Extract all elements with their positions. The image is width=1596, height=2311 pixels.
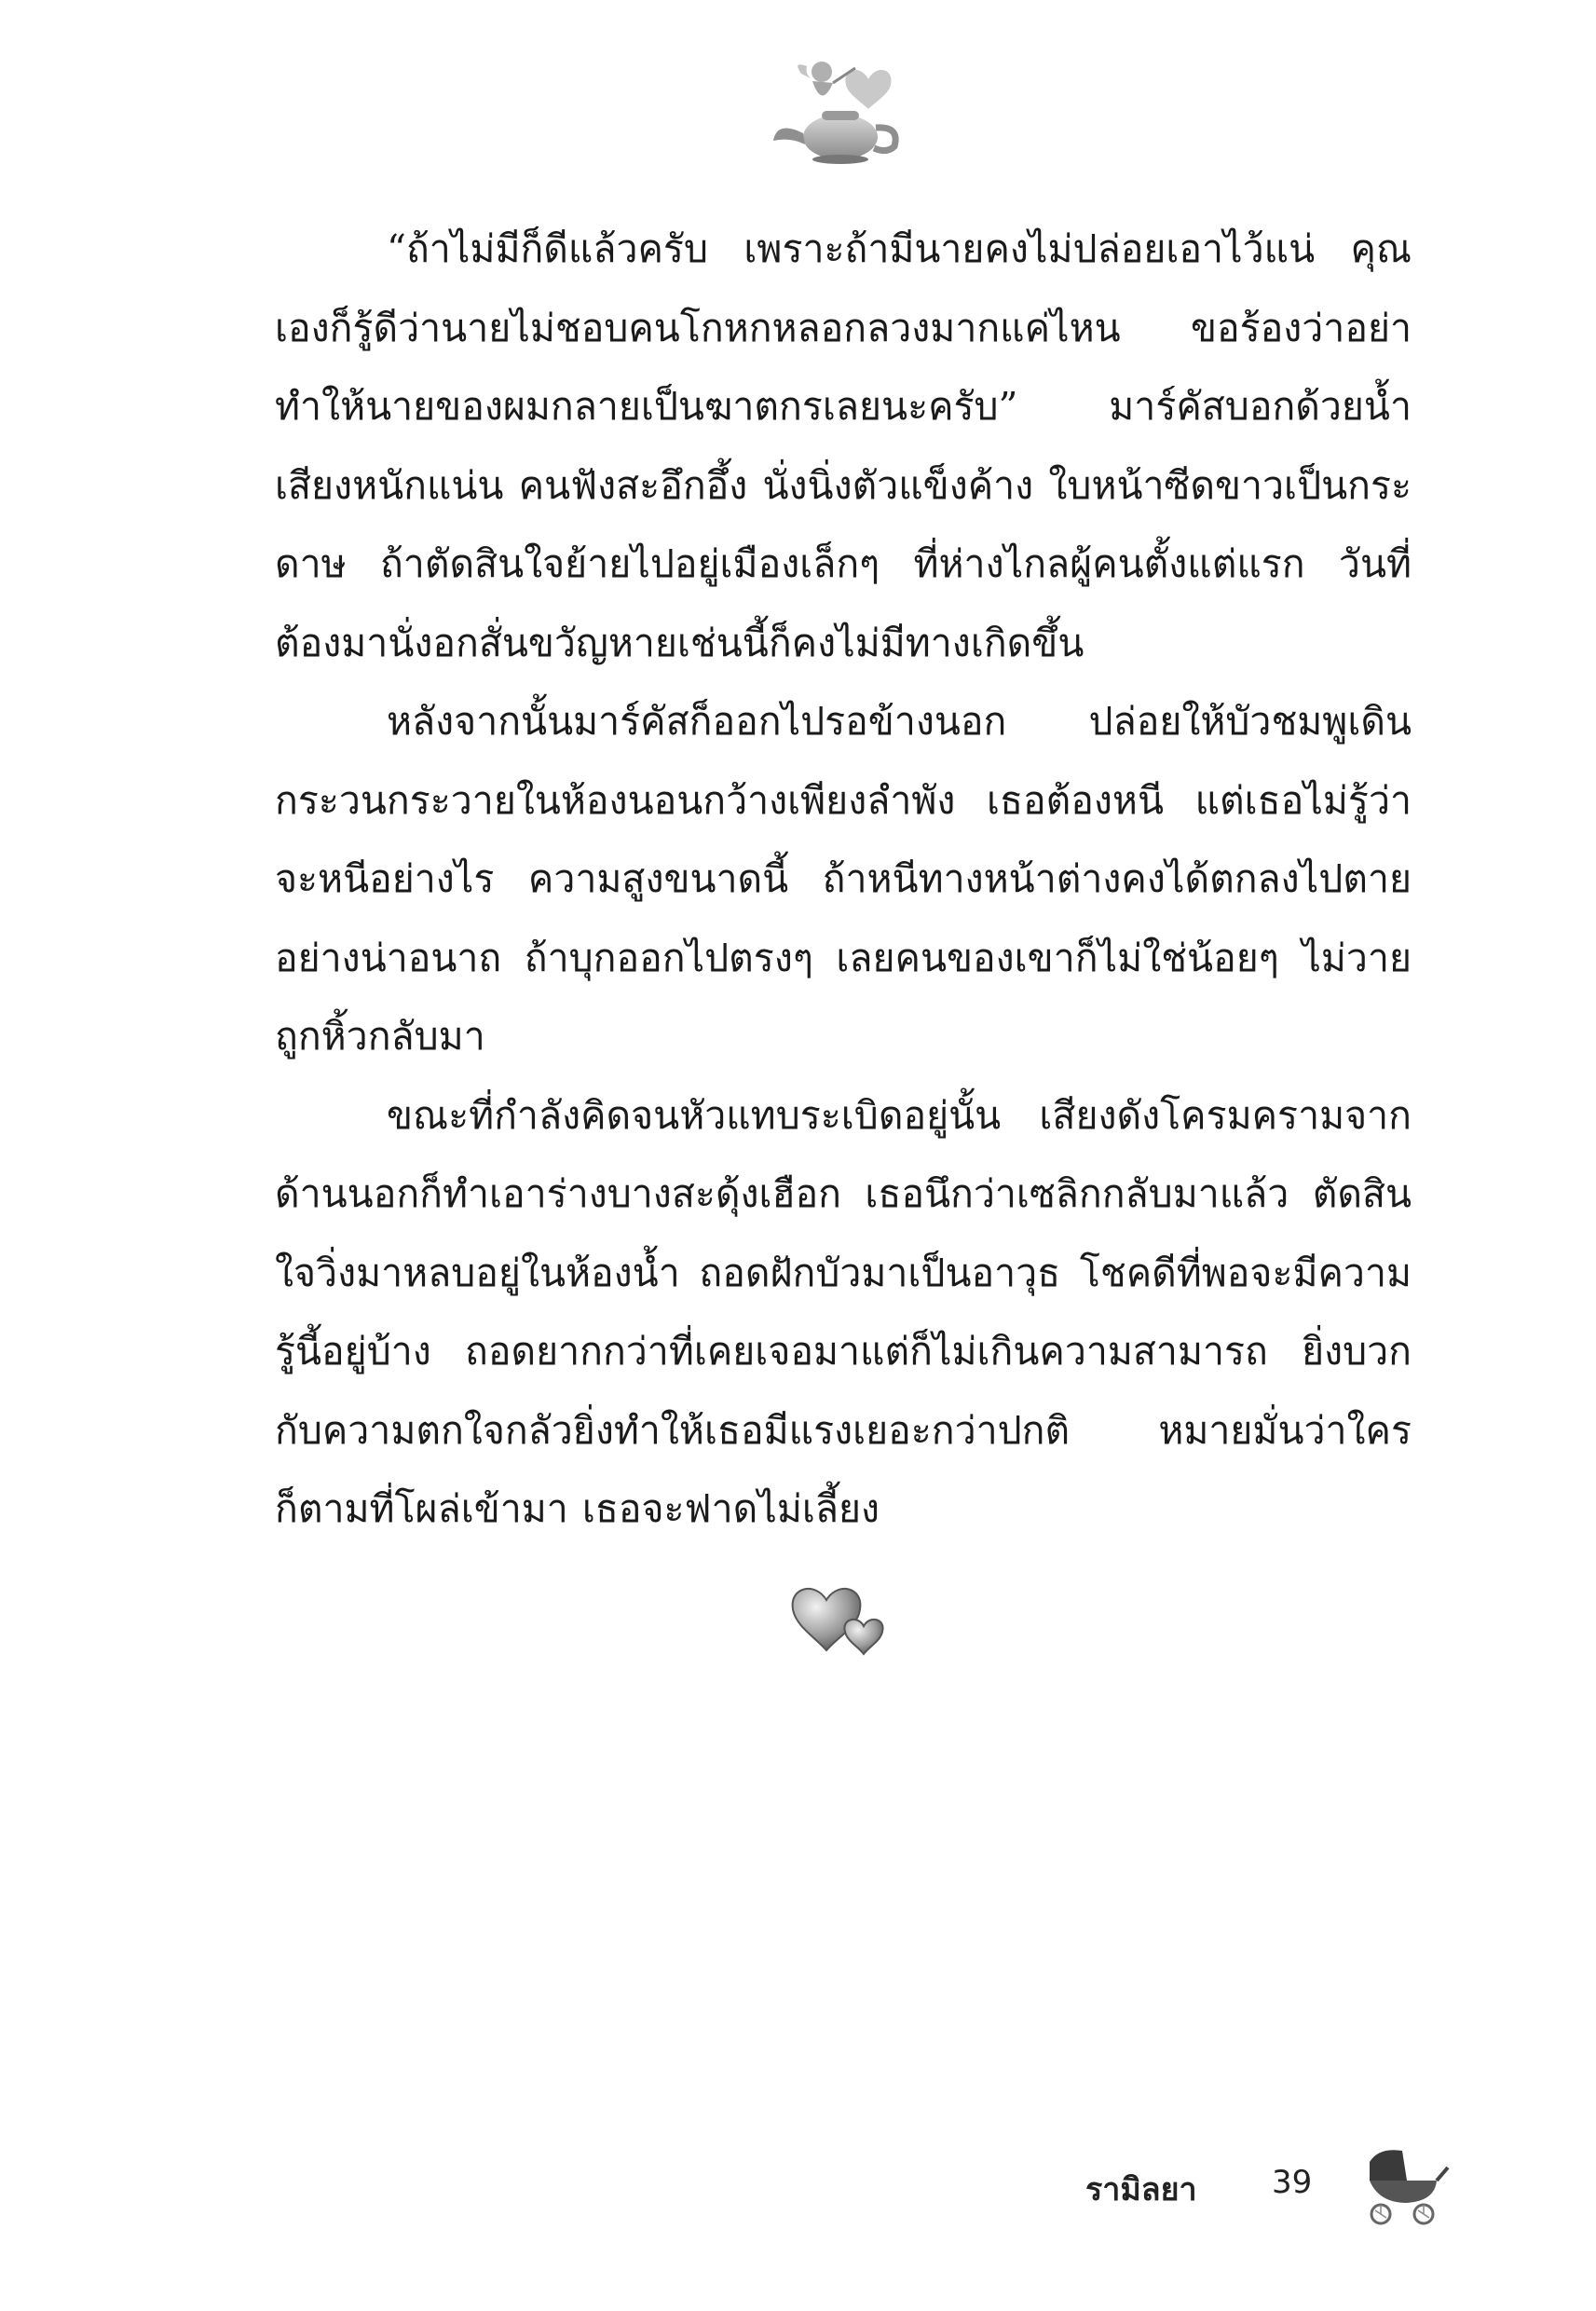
stroller-icon bbox=[1351, 2143, 1453, 2227]
paragraph: ขณะที่กำลังคิดจนหัวแทบระเบิดอยู่นั้น เสียงดังโครมครามจากด้านนอกก็ทำเอาร่างบางสะดุ้งเฮือก เธอนึกว่าเซลิกกลับมาแล้ว ตัดสินใจวิ่งมาหลบอยู่ในห้องน้ำ ถอดฝักบัวมาเป็นอาวุธ โชคดีที่พอจะมีความรู้นี้อยู่บ้าง ถอดยากกว่าที่เคยเจอมาแต่ก็ไม่เกินความสามารถ ยิ่งบวกกับความตกใจกลัวยิ่งทำให้เธอมีแรงเยอะกว่าปกติ หมายมั่นว่าใครก็ตามที่โผล่เข้ามา เธอจะฟาดไม่เลี้ยง bbox=[275, 1092, 1412, 1531]
page-number: 39 bbox=[1272, 2164, 1313, 2201]
page-footer bbox=[1071, 2143, 1463, 2227]
hearts-icon bbox=[787, 1579, 894, 1663]
paragraph: “ถ้าไม่มีก็ดีแล้วครับ เพราะถ้ามีนายคงไม่ปล่อยเอาไว้แน่ คุณเองก็รู้ดีว่านายไม่ชอบคนโกหกหลอกลวงมากแค่ไหน ขอร้องว่าอย่าทำให้นายของผมกลายเป็นฆาตกรเลยนะครับ” มาร์คัสบอกด้วยน้ำเสียงหนักแน่น คนฟังสะอึกอึ้ง นั่งนิ่งตัวแข็งค้าง ใบหน้าซีดขาวเป็นกระดาษ ถ้าตัดสินใจย้ายไปอยู่เมืองเล็กๆ ที่ห่างไกลผู้คนตั้งแต่แรก วันที่ต้องมานั่งอกสั่นขวัญหายเช่นนี้ก็คงไม่มีทางเกิดขึ้น bbox=[275, 226, 1412, 665]
book-title: รามิลยา bbox=[1085, 2171, 1197, 2208]
paragraph: หลังจากนั้นมาร์คัสก็ออกไปรอข้างนอก ปล่อยให้บัวชมพูเดินกระวนกระวายในห้องนอนกว้างเพียงลำพัง เธอต้องหนี แต่เธอไม่รู้ว่าจะหนีอย่างไร ความสูงขนาดนี้ ถ้าหนีทางหน้าต่างคงได้ตกลงไปตายอย่างน่าอนาถ ถ้าบุกออกไปตรงๆ เลยคนของเขาก็ไม่ใช่น้อยๆ ไม่วายถูกหิ้วกลับมา bbox=[275, 699, 1412, 1059]
cupid-teapot-icon bbox=[764, 51, 904, 172]
body-text bbox=[275, 210, 1412, 1549]
